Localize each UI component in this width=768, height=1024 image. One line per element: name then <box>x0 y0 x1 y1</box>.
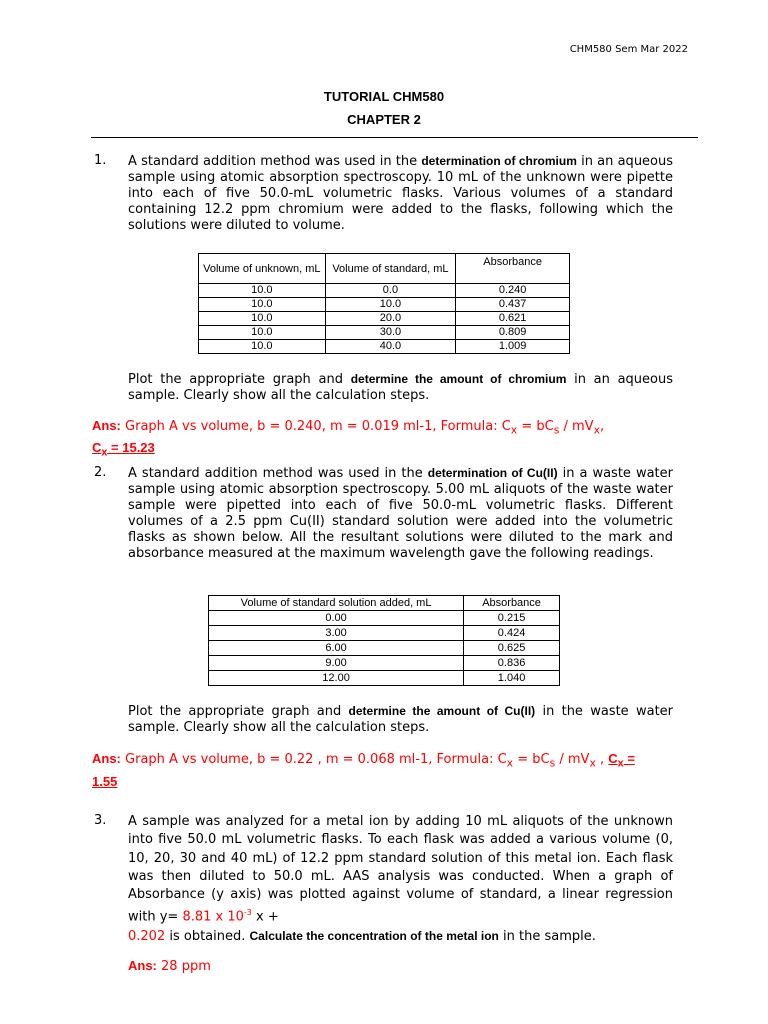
table-row: 10.0 40.0 1.009 <box>199 340 570 354</box>
question-2-plot-instruction: Plot the appropriate graph and determine the amount of Cu(II) in the waste water sample. Clearly show all the calculation steps. <box>128 704 674 735</box>
question-2-answer: Ans: Graph A vs volume, b = 0.22 , m = 0.068 ml-1, Formula: $C_x = bC_s / mV_x$ , $C_x$ = 1.55 <box>92 751 635 789</box>
question-1-text: A standard addition method was used in the determination of chromium in an aqueous sample using atomic absorption spectroscopy. 10 mL of the unknown were pipette into each of five 50.0-mL volumetric flasks. Various volumes of a standard containing 12.2 ppm chromium were added to the flasks, following which the solutions were diluted to volume. <box>128 154 674 233</box>
table-header: Absorbance <box>456 254 570 284</box>
question-2-number: 2. <box>94 465 107 480</box>
question-3-number: 3. <box>94 813 107 828</box>
chapter-title: CHAPTER 2 <box>347 112 421 127</box>
chromium-data-table <box>198 253 570 354</box>
table-row: 0.00 0.215 <box>209 611 560 626</box>
table-header: Volume of standard, mL <box>325 254 456 284</box>
tutorial-title: TUTORIAL CHM580 <box>323 89 445 104</box>
table-row: 9.00 0.836 <box>209 656 560 671</box>
question-1-answer: Ans: Graph A vs volume, b = 0.240, m = 0.019 ml-1, Formula: $C_x = bC_s / mV_x$, $C_x = 15.23$ <box>92 418 605 459</box>
question-3-answer: Ans: 28 ppm <box>128 958 211 974</box>
table-row: 12.00 1.040 <box>209 671 560 686</box>
table-row: 6.00 0.625 <box>209 641 560 656</box>
table-header: Volume of unknown, mL <box>199 254 326 284</box>
table-row: 3.00 0.424 <box>209 626 560 641</box>
table-header: Volume of standard solution added, mL <box>209 596 464 611</box>
question-2-text: A standard addition method was used in the determination of Cu(II) in a waste water sample using atomic absorption spectroscopy. 5.00 mL aliquots of the waste water sample were pipetted into each of five 50.0-mL volumetric flasks. Different volumes of a 2.5 ppm Cu(II) standard solution were added into the volumetric flasks as shown below. All the resultant solutions were diluted to the mark and absorbance measured at the maximum wavelength gave the following readings. <box>128 466 673 561</box>
table-row: 10.0 20.0 0.621 <box>199 312 570 326</box>
table-row: 10.0 10.0 0.437 <box>199 298 570 312</box>
question-1-plot-instruction: Plot the appropriate graph and determine the amount of chromium in an aqueous sample. Clearly show all the calculation steps. <box>128 372 674 403</box>
table-row: 10.0 0.0 0.240 <box>199 284 570 298</box>
copper-data-table <box>208 595 560 686</box>
question-1-number: 1. <box>94 153 107 168</box>
title-divider <box>91 137 698 138</box>
question-3-text: A sample was analyzed for a metal ion by adding 10 mL aliquots of the unknown into five 50.0 mL volumetric flasks. To each flask was added a various volume (0, 10, 20, 30 and 40 mL) of 12.2 ppm standard solution of this metal ion. Each flask was then diluted to 50.0 mL. AAS analysis was conducted. When a graph of Absorbance (y axis) was plotted against volume of standard, a linear regression with y= 8.81 x $10^{-3}$ x + 0.202 is obtained. Calculate the concentration of the metal ion in the sample. <box>128 814 673 945</box>
table-row: 10.0 30.0 0.809 <box>199 326 570 340</box>
table-header: Absorbance <box>464 596 560 611</box>
course-code-header: CHM580 Sem Mar 2022 <box>569 44 688 55</box>
